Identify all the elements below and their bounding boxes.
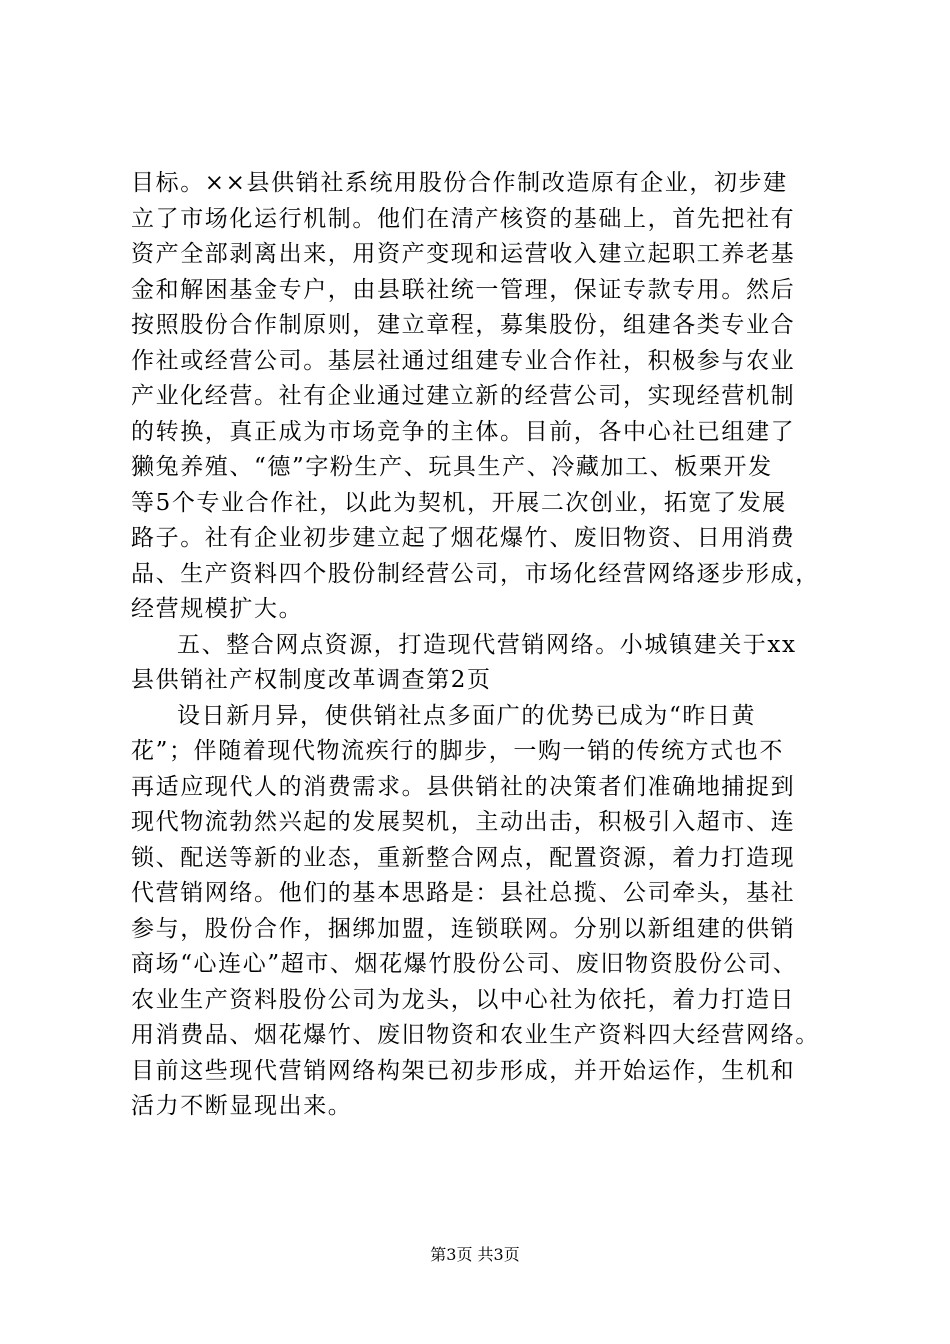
text-line: 目标。××县供销社系统用股份合作制改造原有企业，初步建 bbox=[131, 170, 788, 196]
document-body bbox=[131, 166, 841, 1125]
text-line: 设日新月异，使供销社点多面广的优势已成为“昨日黄 bbox=[177, 702, 757, 729]
text-line: 商场“心连心”超市、烟花爆竹股份公司、废旧物资股份公司、 bbox=[131, 951, 798, 977]
page-footer bbox=[0, 1243, 950, 1267]
text-line: 代营销网络。他们的基本思路是：县社总揽、公司牵头，基社 bbox=[131, 880, 796, 906]
text-line: 锁、配送等新的业态，重新整合网点，配置资源，着力打造现 bbox=[131, 844, 796, 871]
text-line: 按照股份合作制原则，建立章程，募集股份，组建各类专业合 bbox=[131, 312, 796, 338]
text-line: 再适应现代人的消费需求。县供销社的决策者们准确地捕捉到 bbox=[131, 773, 796, 800]
paragraph-2 bbox=[131, 628, 841, 699]
text-line: 五、整合网点资源，打造现代营销网络。小城镇建关于xx bbox=[177, 631, 797, 658]
text-line: 县供销社产权制度改革调查第2页 bbox=[131, 667, 492, 693]
text-line: 獭兔养殖、“德”字粉生产、玩具生产、冷藏加工、板栗开发 bbox=[131, 454, 773, 480]
text-line: 金和解困基金专户，由县联社统一管理，保证专款专用。然后 bbox=[131, 276, 796, 303]
text-line: 品、生产资料四个股份制经营公司，市场化经营网络逐步形成， bbox=[131, 560, 820, 587]
text-line: 农业生产资料股份公司为龙头，以中心社为依托，着力打造日 bbox=[131, 986, 796, 1013]
text-line: 参与，股份合作，捆绑加盟，连锁联网。分别以新组建的供销 bbox=[131, 915, 796, 942]
text-line: 目前这些现代营销网络构架已初步形成，并开始运作，生机和 bbox=[131, 1057, 796, 1084]
text-line: 的转换，真正成为市场竞争的主体。目前，各中心社已组建了 bbox=[131, 418, 796, 445]
text-line: 产业化经营。社有企业通过建立新的经营公司，实现经营机制 bbox=[131, 383, 796, 409]
paragraph-1 bbox=[131, 166, 841, 628]
text-line: 经营规模扩大。 bbox=[131, 596, 304, 622]
text-line: 路子。社有企业初步建立起了烟花爆竹、废旧物资、日用消费 bbox=[131, 525, 796, 551]
text-line: 资产全部剥离出来，用资产变现和运营收入建立起职工养老基 bbox=[131, 241, 796, 267]
text-line: 等5个专业合作社，以此为契机，开展二次创业，拓宽了发展 bbox=[131, 489, 787, 516]
text-line: 现代物流勃然兴起的发展契机，主动出击，积极引入超市、连 bbox=[131, 809, 796, 835]
text-line: 花”；伴随着现代物流疾行的脚步，一购一销的传统方式也不 bbox=[131, 738, 784, 764]
page-number-label: 第3页 共3页 bbox=[430, 1245, 520, 1264]
text-line: 活力不断显现出来。 bbox=[131, 1093, 353, 1119]
paragraph-3 bbox=[131, 699, 841, 1125]
text-line: 立了市场化运行机制。他们在清产核资的基础上，首先把社有 bbox=[131, 205, 796, 232]
text-line: 用消费品、烟花爆竹、废旧物资和农业生产资料四大经营网络。 bbox=[131, 1022, 820, 1048]
text-line: 作社或经营公司。基层社通过组建专业合作社，积极参与农业 bbox=[131, 347, 796, 374]
